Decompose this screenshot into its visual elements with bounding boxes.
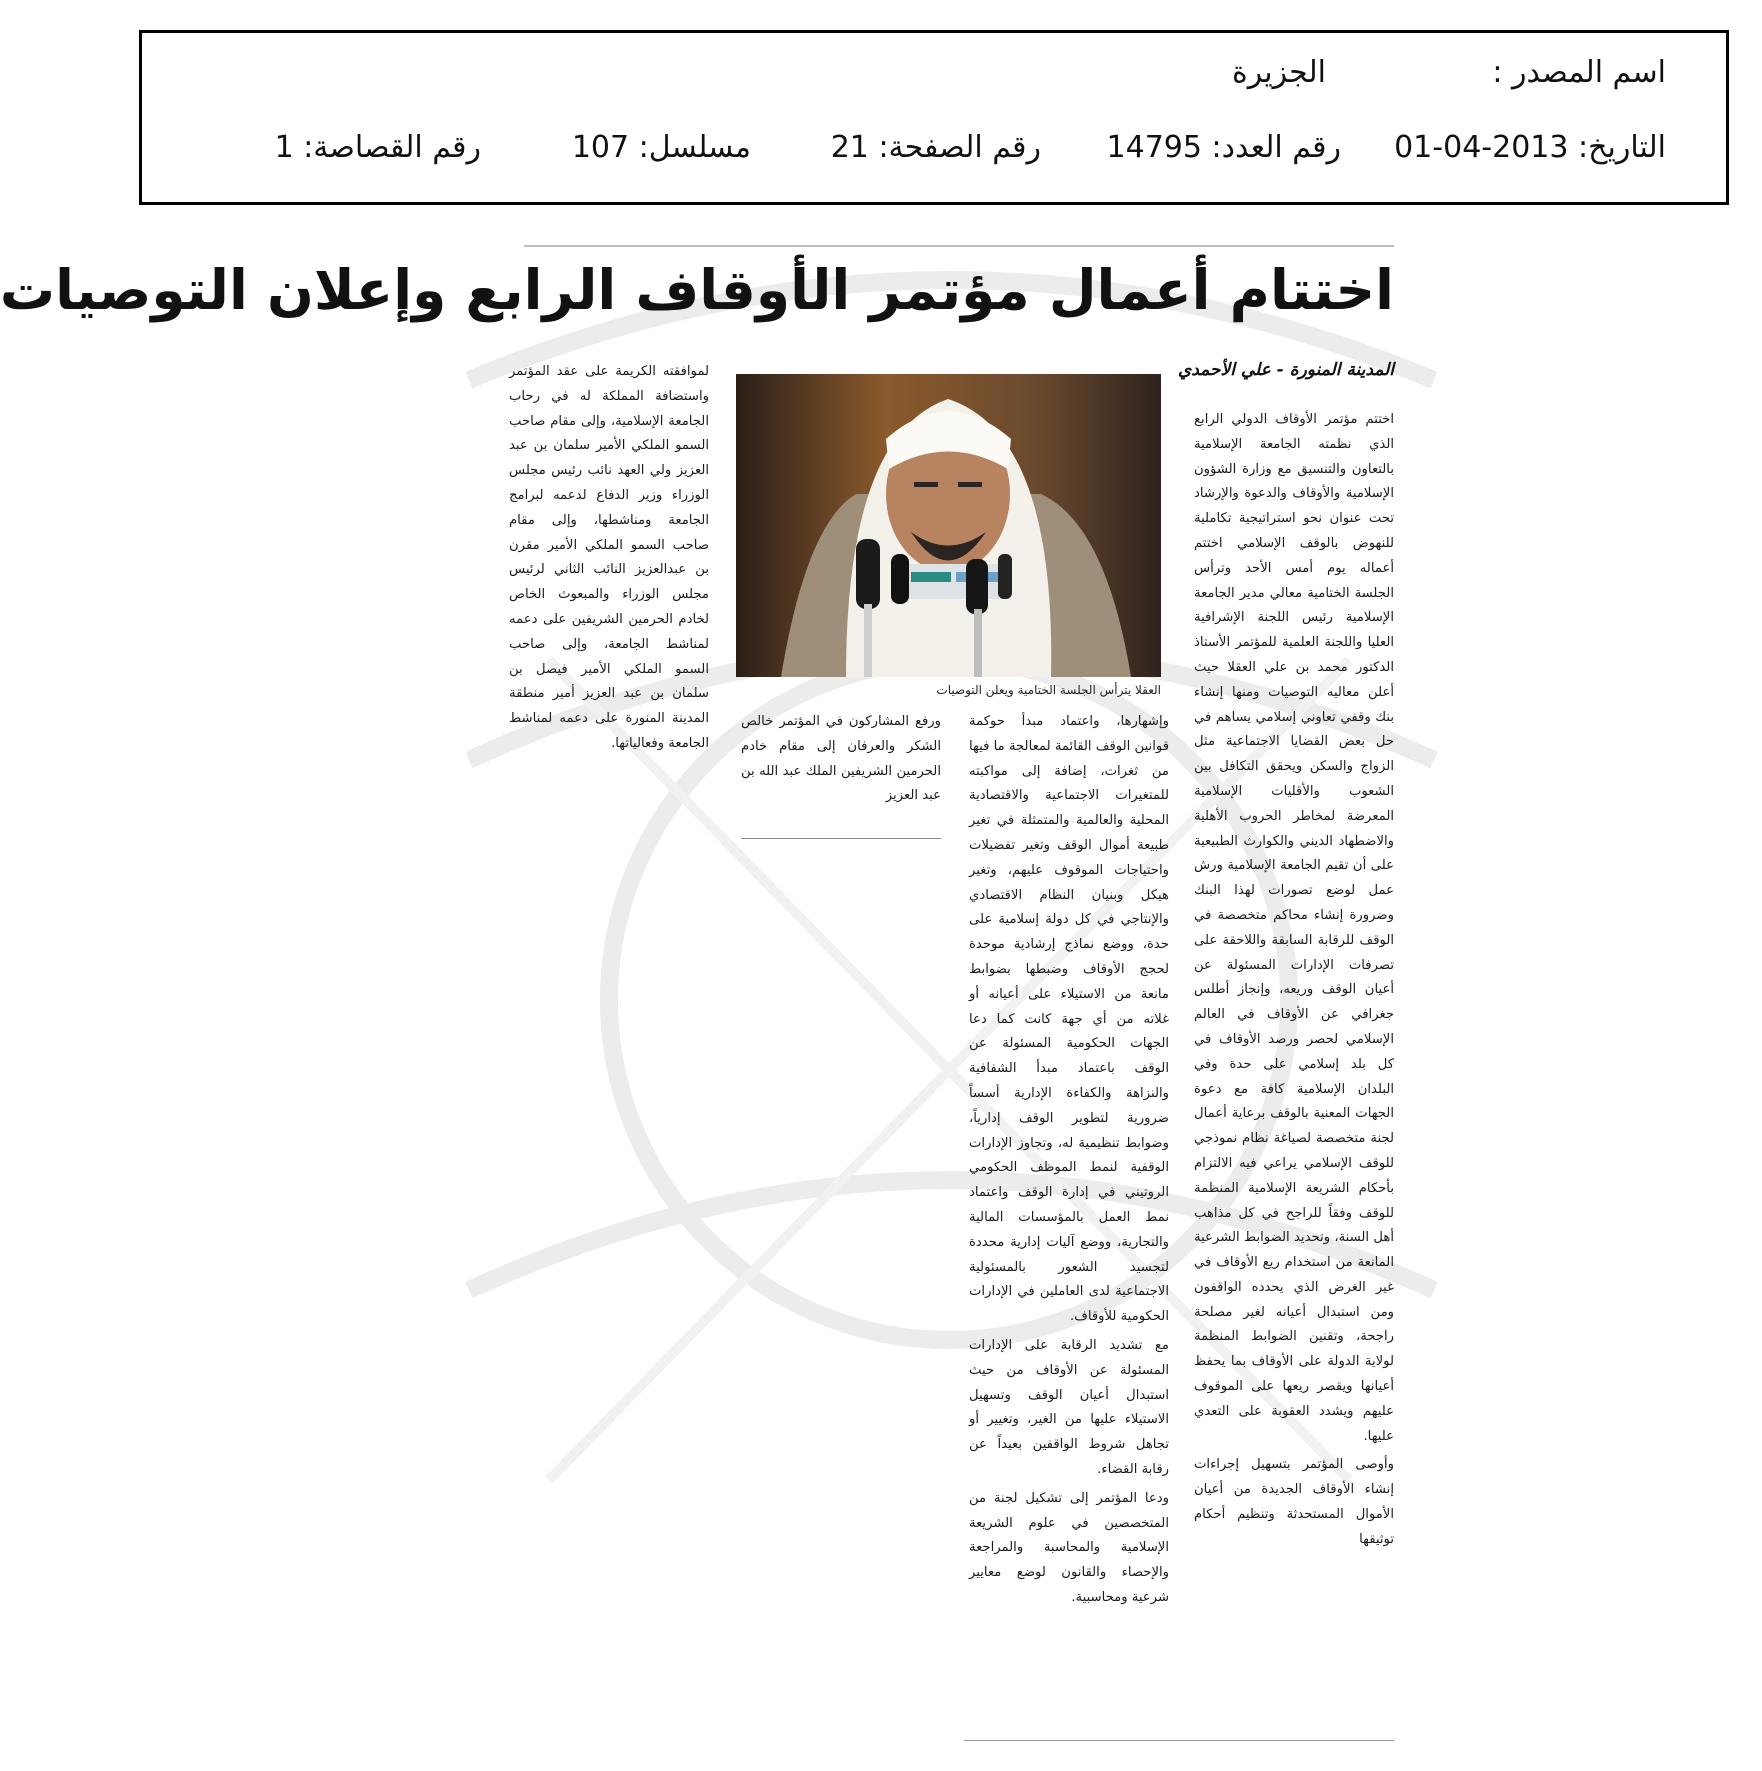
- metadata-header: [139, 30, 1729, 205]
- article-byline: المدينة المنورة - علي الأحمدي: [1177, 360, 1394, 380]
- serial-number: مسلسل: 107: [571, 130, 751, 165]
- column-2-paragraph: مع تشديد الرقابة على الإدارات المسئولة عن الأوقاف من حيث استبدال أعيان الوقف وتسهيل الاستيلاء عليها من الغير، وتغيير أو تجاهل شروط الواقفين بعيداً عن رقابة القضاء.: [969, 1337, 1169, 1477]
- source-label: اسم المصدر :: [1492, 55, 1666, 90]
- article-photo: [736, 374, 1161, 677]
- photo-speaker-at-podium: [736, 374, 1161, 677]
- newspaper-clipping: [0, 240, 1394, 1750]
- article-headline: اختتام أعمال مؤتمر الأوقاف الرابع وإعلان التوصيات: [0, 258, 1394, 322]
- article-column-2: [969, 710, 1169, 1615]
- source-value: الجزيرة: [1231, 55, 1326, 90]
- column-2-paragraph: وإشهارها، واعتماد مبدأ حوكمة قوانين الوقف القائمة لمعالجة ما فيها من ثغرات، إضافة إلى مواكبته للمتغيرات الاجتماعية والاقتصادية المحلية والعالمية والمتمثلة في تغير طبيعة أموال الوقف وتغير تفضيلات واحتياجات الموقوف عليهم، وتغير هيكل وبنيان النظام الاقتصادي والإنتاجي في كل دولة إسلامية على حدة، ووضع نماذج إرشادية موحدة لحجج الأوقاف وضبطها بضوابط مانعة من الاستيلاء على أعيانه أو غلاته من أي جهة كانت كما دعا الجهات الحكومية المسئولة عن الوقف باعتماد مبدأ الشفافية والنزاهة والكفاءة الإدارية أسساً ضرورية لتطوير الوقف إدارياً، وضوابط تنظيمية له، وتجاوز الإدارات الوقفية لنمط الموظف الحكومي الروتيني في إدارة الوقف واعتماد نمط العمل بالمؤسسات المالية والتجارية، ووضع آليات إدارية محددة لتجسيد الشعور بالمسئولية الاجتماعية لدى العاملين في الإدارات الحكومية للأوقاف.: [969, 714, 1169, 1325]
- issue-number: رقم العدد: 14795: [1106, 130, 1341, 165]
- column-1-paragraph: وأوصى المؤتمر بتسهيل إجراءات إنشاء الأوقاف الجديدة من أعيان الأموال المستحدثة وتنظيم أحكام توثيقها: [1194, 1457, 1394, 1547]
- column-4-paragraph: لموافقته الكريمة على عقد المؤتمر واستضافة المملكة له في رحاب الجامعة الإسلامية، وإلى مقام صاحب السمو الملكي الأمير سلمان بن عبد العزيز ولي العهد نائب رئيس مجلس الوزراء وزير الدفاع لدعمه لبرامج الجامعة ومناشطها، وإلى مقام صاحب السمو الملكي الأمير مقرن بن عبدالعزيز النائب الثاني لرئيس مجلس الوزراء والمبعوث الخاص لخادم الحرمين الشريفين على دعمه لمناشط الجامعة، وإلى صاحب السمو الملكي الأمير فيصل بن سلمان بن عبد العزيز أمير منطقة المدينة المنورة على دعمه لمناشط الجامعة وفعالياتها.: [509, 364, 709, 751]
- photo-caption: العقلا يترأس الجلسة الختامية ويعلن التوصيات: [936, 683, 1161, 697]
- column-3-end-rule: [741, 838, 941, 839]
- column-2-paragraph: ودعا المؤتمر إلى تشكيل لجنة من المتخصصين في علوم الشريعة الإسلامية والمحاسبة والمراجعة والإحصاء والقانون لوضع معايير شرعية ومحاسبية.: [969, 1490, 1169, 1605]
- article-column-1: [1194, 408, 1394, 1557]
- top-rule: [524, 245, 1394, 247]
- bottom-rule: [964, 1740, 1394, 1741]
- article-column-3: [741, 710, 941, 813]
- page-number: رقم الصفحة: 21: [830, 130, 1041, 165]
- column-3-paragraph: ورفع المشاركون في المؤتمر خالص الشكر والعرفان إلى مقام خادم الحرمين الشريفين الملك عبد الله بن عبد العزيز: [741, 714, 941, 804]
- date-field: التاريخ: 2013-04-01: [1394, 130, 1666, 165]
- clip-number: رقم القصاصة: 1: [274, 130, 481, 165]
- article-column-4: [509, 360, 709, 761]
- column-1-paragraph: اختتم مؤتمر الأوقاف الدولي الرابع الذي نظمته الجامعة الإسلامية بالتعاون والتنسيق مع وزارة الشؤون الإسلامية والأوقاف والدعوة والإرشاد تحت عنوان نحو استراتيجية تكاملية للنهوض بالوقف الإسلامي اختتم أعماله يوم أمس الأحد وترأس الجلسة الختامية معالي مدير الجامعة الإسلامية رئيس اللجنة الإشرافية العليا واللجنة العلمية للمؤتمر الأستاذ الدكتور محمد بن علي العقلا حيث أعلن معاليه التوصيات ومنها إنشاء بنك وقفي تعاوني إسلامي يساهم في حل بعض القضايا الاجتماعية مثل الزواج والسكن ويحقق التكافل بين الشعوب والأقليات الإسلامية المعرضة لمخاطر الحروب الأهلية والاضطهاد الديني والكوارث الطبيعية على أن تقيم الجامعة الإسلامية ورش عمل لوضع تصورات لهذا البنك وضرورة إنشاء محاكم متخصصة في الوقف للرقابة السابقة واللاحقة على تصرفات الإدارات المسئولة عن أعيان الوقف وريعه، وإنجاز أطلس جغرافي عن الأوقاف في العالم الإسلامي لحصر ورصد الأوقاف في كل بلد إسلامي على حدة وفي البلدان الإسلامية كافة مع دعوة الجهات المعنية بالوقف برعاية أعمال لجنة متخصصة لصياغة نظام نموذجي للوقف الإسلامي يراعي فيه الالتزام بأحكام الشريعة الإسلامية المنظمة للوقف وفقاً للراجح في كل مذاهب أهل السنة، وتحديد الضوابط الشرعية المانعة من استخدام ريع الأوقاف في غير الغرض الذي يحدده الواقفون ومن استبدال أعيانه لغير مصلحة راجحة، وتقنين الضوابط المنظمة لولاية الدولة على الأوقاف بما يحفظ أعيانها ويقصر ريعها على الموقوف عليهم ويشدد العقوبة على التعدي عليها.: [1194, 412, 1394, 1444]
